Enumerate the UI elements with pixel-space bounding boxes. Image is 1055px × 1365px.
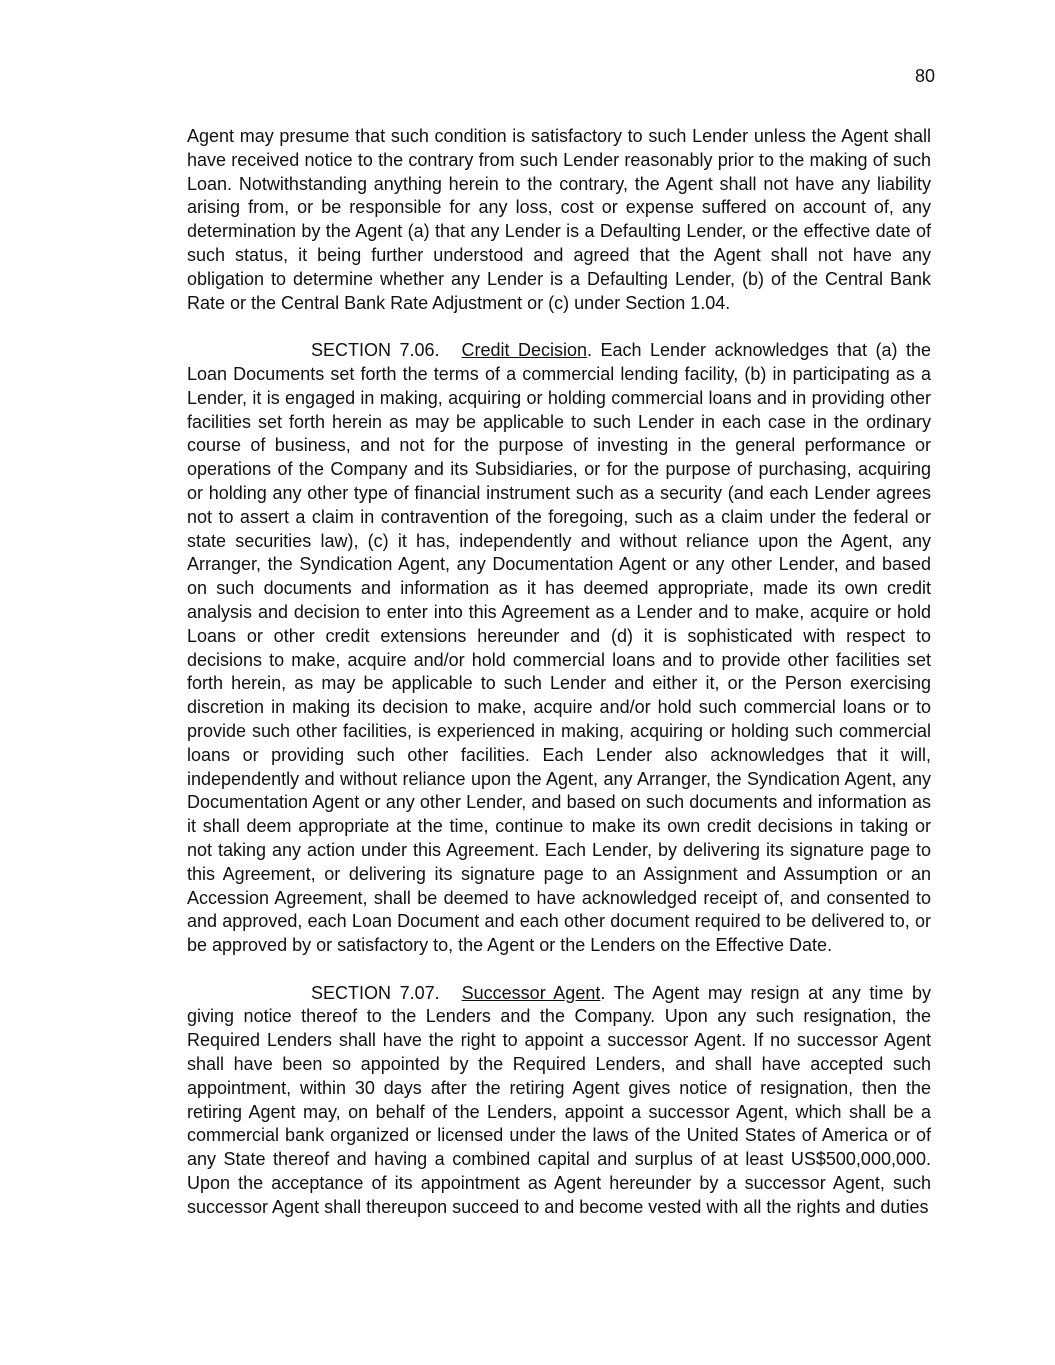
- section-7-06-paragraph: [187, 339, 931, 958]
- section-label: SECTION 7.06.: [311, 340, 440, 361]
- section-label: SECTION 7.07.: [311, 982, 440, 1003]
- section-heading: Successor Agent: [461, 982, 601, 1003]
- document-body: [187, 125, 931, 1220]
- section-7-07-paragraph: [187, 982, 931, 1220]
- paragraph-continuation: Agent may presume that such condition is satisfactory to such Lender unless the Agent shall have received notice to the contrary from such Lender reasonably prior to the making of such Loan. Notwithstanding anything herein to the contrary, the Agent shall not have any liability arising from, or be responsible for any loss, cost or expense suffered on account of, any determination by the Agent (a) that any Lender is a Defaulting Lender, or the effective date of such status, it being further understood and agreed that the Agent shall not have any obligation to determine whether any Lender is a Defaulting Lender, (b) of the Central Bank Rate or the Central Bank Rate Adjustment or (c) under Section 1.04.: [187, 126, 931, 313]
- section-heading: Credit Decision: [461, 340, 588, 361]
- section-body: . The Agent may resign at any time by giving notice thereof to the Lenders and the Company. Upon any such resignation, the Required Lenders shall have the right to appoint a successor Agent. If no successor Agent shall have been so appointed by the Required Lenders, and shall have accepted such appointment, within 30 days after the retiring Agent gives notice of resignation, then the retiring Agent may, on behalf of the Lenders, appoint a successor Agent, which shall be a commercial bank organized or licensed under the laws of the United States of America or of any State thereof and having a combined capital and surplus of at least US$500,000,000. Upon the acceptance of its appointment as Agent hereunder by a successor Agent, such successor Agent shall thereupon succeed to and become vested with all the rights and duties: [187, 982, 931, 1217]
- section-body: . Each Lender acknowledges that (a) the Loan Documents set forth the terms of a commercial lending facility, (b) in participating as a Lender, it is engaged in making, acquiring or holding commercial loans and in providing other facilities set forth herein as may be applicable to such Lender in each case in the ordinary course of business, and not for the purpose of investing in the general performance or operations of the Company and its Subsidiaries, or for the purpose of purchasing, acquiring or holding any other type of financial instrument such as a security (and each Lender agrees not to assert a claim in contravention of the foregoing, such as a claim under the federal or state securities law), (c) it has, independently and without reliance upon the Agent, any Arranger, the Syndication Agent, any Documentation Agent or any other Lender, and based on such documents and information as it has deemed appropriate, made its own credit analysis and decision to enter into this Agreement as a Lender and to make, acquire or hold Loans or other credit extensions hereunder and (d) it is sophisticated with respect to decisions to make, acquire and/or hold commercial loans and to provide other facilities set forth herein, as may be applicable to such Lender and either it, or the Person exercising discretion in making its decision to make, acquire and/or hold such commercial loans or to provide such other facilities, is experienced in making, acquiring or holding such commercial loans or providing such other facilities. Each Lender also acknowledges that it will, independently and without reliance upon the Agent, any Arranger, the Syndication Agent, any Documentation Agent or any other Lender, and based on such documents and information as it shall deem appropriate at the time, continue to make its own credit decisions in taking or not taking any action under this Agreement. Each Lender, by delivering its signature page to this Agreement, or delivering its signature page to an Assignment and Assumption or an Accession Agreement, shall be deemed to have acknowledged receipt of, and consented to and approved, each Loan Document and each other document required to be delivered to, or be approved by or satisfactory to, the Agent or the Lenders on the Effective Date.: [187, 340, 932, 956]
- page-number: 80: [914, 66, 935, 86]
